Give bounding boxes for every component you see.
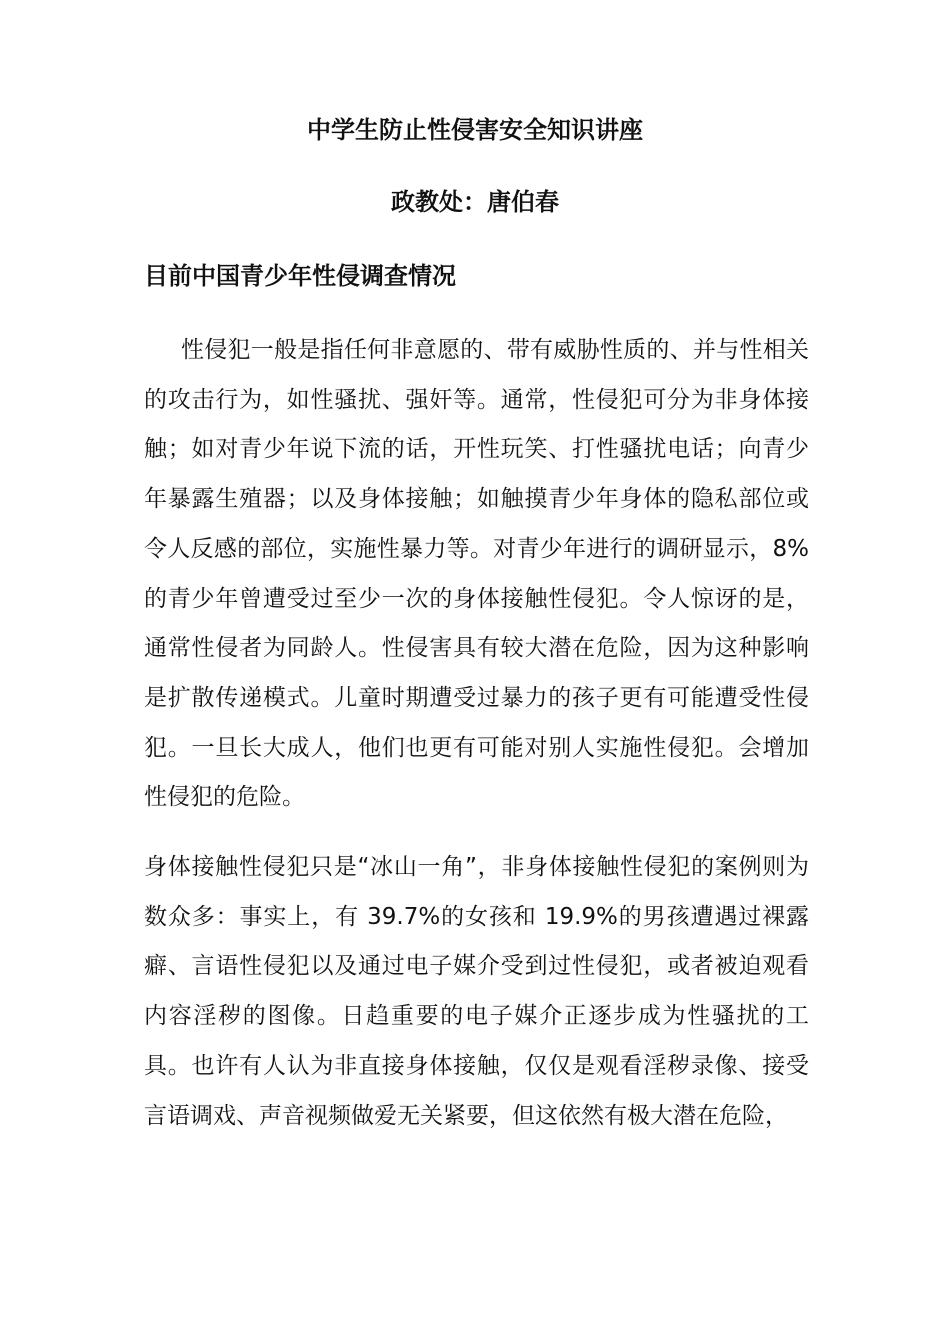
section-heading: 目前中国青少年性侵调查情况 — [144, 262, 456, 290]
document-title: 中学生防止性侵害安全知识讲座 — [307, 116, 643, 144]
author-line: 政教处：唐伯春 — [391, 188, 559, 216]
body-paragraph: 性侵犯一般是指任何非意愿的、带有威胁性质的、并与性相关的攻击行为，如性骚扰、强奸等。通常，性侵犯可分为非身体接触；如对青少年说下流的话，开性玩笑、打性骚扰电话；向青少年暴露生殖器；以及身体接触；如触摸青少年身体的隐私部位或令人反感的部位，实施性暴力等。对青少年进行的调研显示，8%的青少年曾遭受过至少一次的身体接触性侵犯。令人惊讶的是，通常性侵者为同龄人。性侵害具有较大潜在危险，因为这种影响是扩散传递模式。儿童时期遭受过暴力的孩子更有可能遭受性侵犯。一旦长大成人，他们也更有可能对别人实施性侵犯。会增加性侵犯的危险。 — [144, 337, 809, 811]
body-paragraph: 身体接触性侵犯只是“冰山一角”，非身体接触性侵犯的案例则为数众多：事实上，有 39.7%的女孩和 19.9%的男孩遭遇过裸露癖、言语性侵犯以及通过电子媒介受到过性侵犯，或者被迫观看内容淫秽的图像。日趋重要的电子媒介正逐步成为性骚扰的工具。也许有人认为非直接身体接触，仅仅是观看淫秽录像、接受言语调戏、声音视频做爱无关紧要，但这依然有极大潜在危险， — [144, 854, 809, 1129]
